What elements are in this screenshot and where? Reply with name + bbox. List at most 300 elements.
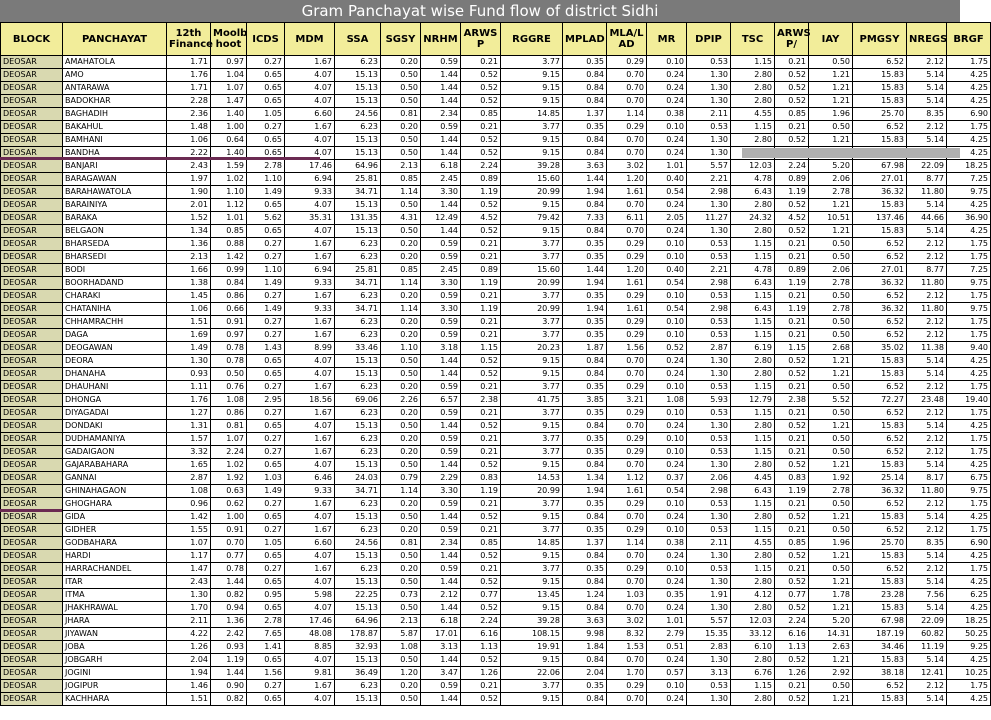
value-cell: 1.01	[647, 160, 687, 173]
value-cell: 19.91	[501, 641, 563, 654]
value-cell: 1.15	[775, 342, 809, 355]
value-cell: 0.29	[607, 316, 647, 329]
value-cell: 4.07	[285, 368, 335, 381]
value-cell: 2.98	[687, 186, 731, 199]
value-cell: 0.35	[563, 563, 607, 576]
value-cell: 35.31	[285, 212, 335, 225]
value-cell: 6.43	[731, 303, 775, 316]
column-header: TSC	[731, 23, 775, 56]
value-cell: 1.12	[211, 199, 247, 212]
value-cell: 0.52	[461, 654, 501, 667]
value-cell: 1.56	[247, 667, 285, 680]
page-title: Gram Panchayat wise Fund flow of district Sidhi	[301, 2, 659, 20]
table-row	[1, 550, 991, 563]
value-cell: 0.70	[607, 225, 647, 238]
value-cell: 1.30	[687, 368, 731, 381]
value-cell: 0.21	[775, 381, 809, 394]
value-cell: 0.21	[775, 407, 809, 420]
value-cell: 6.23	[335, 433, 381, 446]
value-cell: 0.83	[775, 472, 809, 485]
block-cell: DEOSAR	[1, 602, 63, 615]
column-header: MDM	[285, 23, 335, 56]
value-cell: 4.25	[947, 693, 991, 706]
value-cell: 1.21	[809, 95, 853, 108]
value-cell: 36.32	[853, 485, 907, 498]
block-cell: DEOSAR	[1, 381, 63, 394]
value-cell: 1.15	[731, 56, 775, 69]
value-cell: 0.20	[381, 680, 421, 693]
value-cell: 5.14	[907, 69, 947, 82]
value-cell: 3.18	[421, 342, 461, 355]
panchayat-cell: CHATANIHA	[63, 303, 167, 316]
value-cell: 15.83	[853, 69, 907, 82]
value-cell: 6.52	[853, 524, 907, 537]
value-cell: 0.35	[563, 498, 607, 511]
value-cell: 1.76	[167, 394, 211, 407]
value-cell: 1.92	[809, 472, 853, 485]
value-cell: 0.90	[211, 680, 247, 693]
value-cell: 1.52	[167, 212, 211, 225]
value-cell: 0.84	[563, 420, 607, 433]
value-cell: 187.19	[853, 628, 907, 641]
value-cell: 0.21	[461, 329, 501, 342]
value-cell: 0.21	[461, 56, 501, 69]
value-cell: 5.14	[907, 511, 947, 524]
value-cell: 1.30	[687, 95, 731, 108]
value-cell: 1.19	[461, 485, 501, 498]
panchayat-cell: BADOKHAR	[63, 95, 167, 108]
table-row	[1, 108, 991, 121]
panchayat-cell: CHHAMRACHH	[63, 316, 167, 329]
value-cell: 2.98	[687, 485, 731, 498]
value-cell: 1.44	[421, 69, 461, 82]
value-cell: 0.20	[381, 524, 421, 537]
value-cell: 3.63	[563, 160, 607, 173]
table-row	[1, 212, 991, 225]
value-cell: 6.75	[947, 472, 991, 485]
value-cell: 4.25	[947, 550, 991, 563]
value-cell: 1.67	[285, 407, 335, 420]
value-cell: 18.25	[947, 160, 991, 173]
value-cell: 3.77	[501, 524, 563, 537]
value-cell: 11.80	[907, 186, 947, 199]
value-cell: 0.89	[461, 264, 501, 277]
value-cell: 5.14	[907, 134, 947, 147]
value-cell: 0.65	[247, 420, 285, 433]
value-cell: 22.25	[335, 589, 381, 602]
table-row	[1, 342, 991, 355]
value-cell: 1.21	[809, 82, 853, 95]
value-cell: 0.52	[775, 420, 809, 433]
value-cell: 1.14	[607, 537, 647, 550]
value-cell: 0.21	[461, 524, 501, 537]
value-cell: 0.52	[461, 355, 501, 368]
block-cell: DEOSAR	[1, 641, 63, 654]
value-cell: 1.10	[381, 342, 421, 355]
value-cell: 5.14	[907, 654, 947, 667]
value-cell: 1.75	[947, 316, 991, 329]
table-row	[1, 498, 991, 511]
value-cell: 9.15	[501, 69, 563, 82]
value-cell: 15.60	[501, 173, 563, 186]
value-cell: 0.53	[687, 524, 731, 537]
value-cell: 1.51	[167, 316, 211, 329]
value-cell: 0.50	[381, 95, 421, 108]
value-cell: 1.10	[247, 264, 285, 277]
value-cell: 1.34	[563, 472, 607, 485]
value-cell: 0.35	[563, 407, 607, 420]
value-cell: 27.01	[853, 264, 907, 277]
value-cell: 1.15	[731, 316, 775, 329]
value-cell: 9.33	[285, 277, 335, 290]
value-cell: 0.50	[381, 82, 421, 95]
value-cell: 1.71	[167, 82, 211, 95]
value-cell: 2.12	[907, 563, 947, 576]
value-cell: 2.78	[247, 160, 285, 173]
value-cell: 2.06	[687, 472, 731, 485]
value-cell: 2.36	[167, 108, 211, 121]
value-cell: 15.13	[335, 602, 381, 615]
panchayat-cell: DUDHAMANIYA	[63, 433, 167, 446]
value-cell: 108.15	[501, 628, 563, 641]
table-row	[1, 368, 991, 381]
value-cell: 22.09	[907, 615, 947, 628]
value-cell: 1.30	[687, 420, 731, 433]
value-cell: 0.54	[647, 186, 687, 199]
value-cell: 15.13	[335, 199, 381, 212]
value-cell: 0.52	[461, 95, 501, 108]
block-cell: DEOSAR	[1, 537, 63, 550]
block-cell: DEOSAR	[1, 277, 63, 290]
column-header: NREGS	[907, 23, 947, 56]
value-cell: 6.23	[335, 316, 381, 329]
value-cell: 1.15	[731, 238, 775, 251]
panchayat-cell: DIYAGADAI	[63, 407, 167, 420]
value-cell: 0.52	[775, 654, 809, 667]
value-cell: 1.01	[211, 212, 247, 225]
panchayat-cell: AMAHATOLA	[63, 56, 167, 69]
value-cell: 1.21	[809, 69, 853, 82]
value-cell: 5.14	[907, 95, 947, 108]
value-cell: 35.02	[853, 342, 907, 355]
block-cell: DEOSAR	[1, 121, 63, 134]
panchayat-cell: BOORHADAND	[63, 277, 167, 290]
value-cell: 0.50	[809, 316, 853, 329]
value-cell: 2.05	[647, 212, 687, 225]
value-cell: 1.97	[167, 173, 211, 186]
value-cell: 1.30	[687, 602, 731, 615]
value-cell: 1.05	[247, 108, 285, 121]
value-cell: 0.50	[381, 199, 421, 212]
value-cell: 5.14	[907, 693, 947, 706]
value-cell: 2.43	[167, 160, 211, 173]
value-cell: 2.80	[731, 602, 775, 615]
value-cell: 5.14	[907, 550, 947, 563]
value-cell: 5.87	[381, 628, 421, 641]
value-cell: 8.77	[907, 264, 947, 277]
value-cell: 2.95	[247, 394, 285, 407]
value-cell: 15.13	[335, 420, 381, 433]
value-cell: 1.38	[167, 277, 211, 290]
value-cell: 0.84	[563, 95, 607, 108]
value-cell: 1.42	[167, 511, 211, 524]
value-cell: 36.90	[947, 212, 991, 225]
value-cell: 2.13	[167, 251, 211, 264]
value-cell: 0.59	[421, 446, 461, 459]
value-cell: 3.47	[421, 667, 461, 680]
value-cell: 0.84	[563, 199, 607, 212]
column-header: Moolb hoot	[211, 23, 247, 56]
value-cell: 64.96	[335, 160, 381, 173]
value-cell: 48.08	[285, 628, 335, 641]
value-cell: 0.38	[647, 537, 687, 550]
value-cell: 0.53	[687, 316, 731, 329]
value-cell: 1.15	[731, 251, 775, 264]
value-cell: 0.89	[775, 173, 809, 186]
panchayat-cell: ITAR	[63, 576, 167, 589]
value-cell: 39.28	[501, 160, 563, 173]
block-cell: DEOSAR	[1, 654, 63, 667]
value-cell: 0.20	[381, 251, 421, 264]
value-cell: 1.21	[809, 225, 853, 238]
value-cell: 0.29	[607, 56, 647, 69]
value-cell: 9.75	[947, 485, 991, 498]
value-cell: 0.65	[247, 147, 285, 160]
value-cell: 0.85	[461, 537, 501, 550]
value-cell: 0.21	[775, 329, 809, 342]
value-cell: 0.20	[381, 407, 421, 420]
value-cell: 6.76	[731, 667, 775, 680]
table-row	[1, 121, 991, 134]
value-cell: 0.59	[421, 680, 461, 693]
column-header: IAY	[809, 23, 853, 56]
value-cell: 15.13	[335, 147, 381, 160]
value-cell: 0.27	[247, 56, 285, 69]
value-cell: 0.27	[247, 121, 285, 134]
value-cell: 0.70	[607, 147, 647, 160]
value-cell: 1.75	[947, 498, 991, 511]
value-cell: 0.52	[461, 602, 501, 615]
value-cell: 6.43	[731, 186, 775, 199]
value-cell: 11.80	[907, 485, 947, 498]
value-cell: 2.80	[731, 69, 775, 82]
value-cell: 1.69	[167, 329, 211, 342]
value-cell: 1.44	[421, 199, 461, 212]
block-cell: DEOSAR	[1, 576, 63, 589]
value-cell: 2.45	[421, 173, 461, 186]
value-cell: 3.77	[501, 433, 563, 446]
value-cell: 1.31	[167, 420, 211, 433]
value-cell: 1.30	[687, 693, 731, 706]
value-cell: 1.15	[731, 680, 775, 693]
value-cell: 8.35	[907, 537, 947, 550]
value-cell: 1.07	[211, 82, 247, 95]
value-cell: 0.59	[421, 316, 461, 329]
value-cell: 0.29	[607, 680, 647, 693]
block-cell: DEOSAR	[1, 95, 63, 108]
value-cell: 4.78	[731, 264, 775, 277]
value-cell: 8.35	[907, 108, 947, 121]
value-cell: 0.78	[211, 342, 247, 355]
value-cell: 9.40	[947, 342, 991, 355]
value-cell: 0.52	[775, 576, 809, 589]
value-cell: 0.97	[211, 56, 247, 69]
value-cell: 2.06	[809, 264, 853, 277]
value-cell: 1.30	[687, 199, 731, 212]
table-row	[1, 381, 991, 394]
value-cell: 1.08	[167, 485, 211, 498]
value-cell: 0.52	[461, 225, 501, 238]
header-row	[1, 23, 991, 56]
value-cell: 0.82	[211, 589, 247, 602]
value-cell: 0.35	[563, 251, 607, 264]
value-cell: 5.14	[907, 576, 947, 589]
value-cell: 6.18	[421, 615, 461, 628]
value-cell: 1.21	[809, 199, 853, 212]
panchayat-cell: JOGINI	[63, 667, 167, 680]
value-cell: 1.76	[167, 69, 211, 82]
panchayat-cell: GAJARABAHARA	[63, 459, 167, 472]
value-cell: 0.50	[809, 329, 853, 342]
value-cell: 0.97	[211, 329, 247, 342]
value-cell: 1.14	[381, 485, 421, 498]
value-cell: 9.15	[501, 511, 563, 524]
table-row	[1, 355, 991, 368]
value-cell: 0.53	[687, 680, 731, 693]
table-row	[1, 511, 991, 524]
value-cell: 3.21	[607, 394, 647, 407]
value-cell: 0.79	[381, 472, 421, 485]
value-cell: 1.15	[731, 524, 775, 537]
table-row	[1, 576, 991, 589]
value-cell: 0.52	[461, 199, 501, 212]
table-row	[1, 589, 991, 602]
value-cell: 25.81	[335, 264, 381, 277]
value-cell: 2.80	[731, 95, 775, 108]
value-cell: 0.52	[775, 82, 809, 95]
value-cell: 0.24	[647, 134, 687, 147]
value-cell: 0.27	[247, 251, 285, 264]
value-cell: 1.15	[731, 290, 775, 303]
value-cell: 1.34	[167, 225, 211, 238]
value-cell: 2.12	[421, 589, 461, 602]
value-cell: 0.52	[461, 693, 501, 706]
value-cell: 12.49	[421, 212, 461, 225]
value-cell: 1.66	[167, 264, 211, 277]
value-cell: 1.84	[563, 641, 607, 654]
column-header: SGSY	[381, 23, 421, 56]
value-cell: 2.06	[809, 173, 853, 186]
value-cell: 1.30	[687, 355, 731, 368]
value-cell: 38.18	[853, 667, 907, 680]
value-cell: 34.71	[335, 277, 381, 290]
table-row	[1, 277, 991, 290]
value-cell: 3.77	[501, 446, 563, 459]
value-cell: 15.83	[853, 134, 907, 147]
value-cell: 1.67	[285, 680, 335, 693]
value-cell: 0.40	[647, 173, 687, 186]
value-cell: 0.20	[381, 563, 421, 576]
value-cell: 0.78	[211, 355, 247, 368]
value-cell: 1.59	[211, 160, 247, 173]
table-row	[1, 537, 991, 550]
block-cell: DEOSAR	[1, 56, 63, 69]
value-cell: 4.52	[775, 212, 809, 225]
value-cell: 0.59	[421, 251, 461, 264]
value-cell: 0.21	[775, 238, 809, 251]
value-cell: 72.27	[853, 394, 907, 407]
value-cell: 5.14	[907, 459, 947, 472]
value-cell: 0.57	[647, 667, 687, 680]
block-cell: DEOSAR	[1, 693, 63, 706]
value-cell: 4.12	[731, 589, 775, 602]
value-cell: 20.99	[501, 485, 563, 498]
block-cell: DEOSAR	[1, 433, 63, 446]
value-cell: 36.32	[853, 277, 907, 290]
value-cell: 5.20	[809, 160, 853, 173]
value-cell: 7.25	[947, 173, 991, 186]
value-cell: 0.50	[381, 576, 421, 589]
table-row	[1, 615, 991, 628]
value-cell: 0.50	[809, 238, 853, 251]
value-cell: 6.52	[853, 680, 907, 693]
value-cell: 0.52	[461, 69, 501, 82]
value-cell: 9.15	[501, 550, 563, 563]
value-cell: 1.87	[563, 342, 607, 355]
value-cell: 2.29	[421, 472, 461, 485]
value-cell: 0.21	[461, 316, 501, 329]
block-cell: DEOSAR	[1, 368, 63, 381]
value-cell: 0.52	[775, 95, 809, 108]
value-cell: 2.78	[809, 303, 853, 316]
value-cell: 1.30	[687, 576, 731, 589]
value-cell: 1.21	[809, 654, 853, 667]
value-cell: 0.54	[647, 485, 687, 498]
value-cell: 0.52	[775, 693, 809, 706]
value-cell: 2.38	[775, 394, 809, 407]
value-cell: 34.71	[335, 485, 381, 498]
value-cell: 0.65	[247, 355, 285, 368]
value-cell: 22.09	[907, 160, 947, 173]
value-cell: 0.27	[247, 290, 285, 303]
row-separator-line	[0, 509, 62, 512]
value-cell: 1.21	[809, 576, 853, 589]
value-cell: 0.10	[647, 238, 687, 251]
block-cell: DEOSAR	[1, 459, 63, 472]
value-cell: 20.99	[501, 277, 563, 290]
value-cell: 2.87	[687, 342, 731, 355]
value-cell: 20.99	[501, 186, 563, 199]
value-cell: 15.83	[853, 420, 907, 433]
value-cell: 0.35	[563, 56, 607, 69]
panchayat-cell: GODBAHARA	[63, 537, 167, 550]
value-cell: 0.35	[563, 433, 607, 446]
value-cell: 1.19	[461, 277, 501, 290]
value-cell: 2.80	[731, 199, 775, 212]
value-cell: 1.44	[563, 173, 607, 186]
table-row	[1, 303, 991, 316]
table-row	[1, 290, 991, 303]
value-cell: 0.53	[687, 407, 731, 420]
block-cell: DEOSAR	[1, 394, 63, 407]
panchayat-cell: DONDAKI	[63, 420, 167, 433]
value-cell: 1.30	[687, 82, 731, 95]
value-cell: 0.85	[775, 537, 809, 550]
panchayat-cell: AMO	[63, 69, 167, 82]
value-cell: 0.29	[607, 524, 647, 537]
value-cell: 0.24	[647, 147, 687, 160]
value-cell: 6.23	[335, 498, 381, 511]
